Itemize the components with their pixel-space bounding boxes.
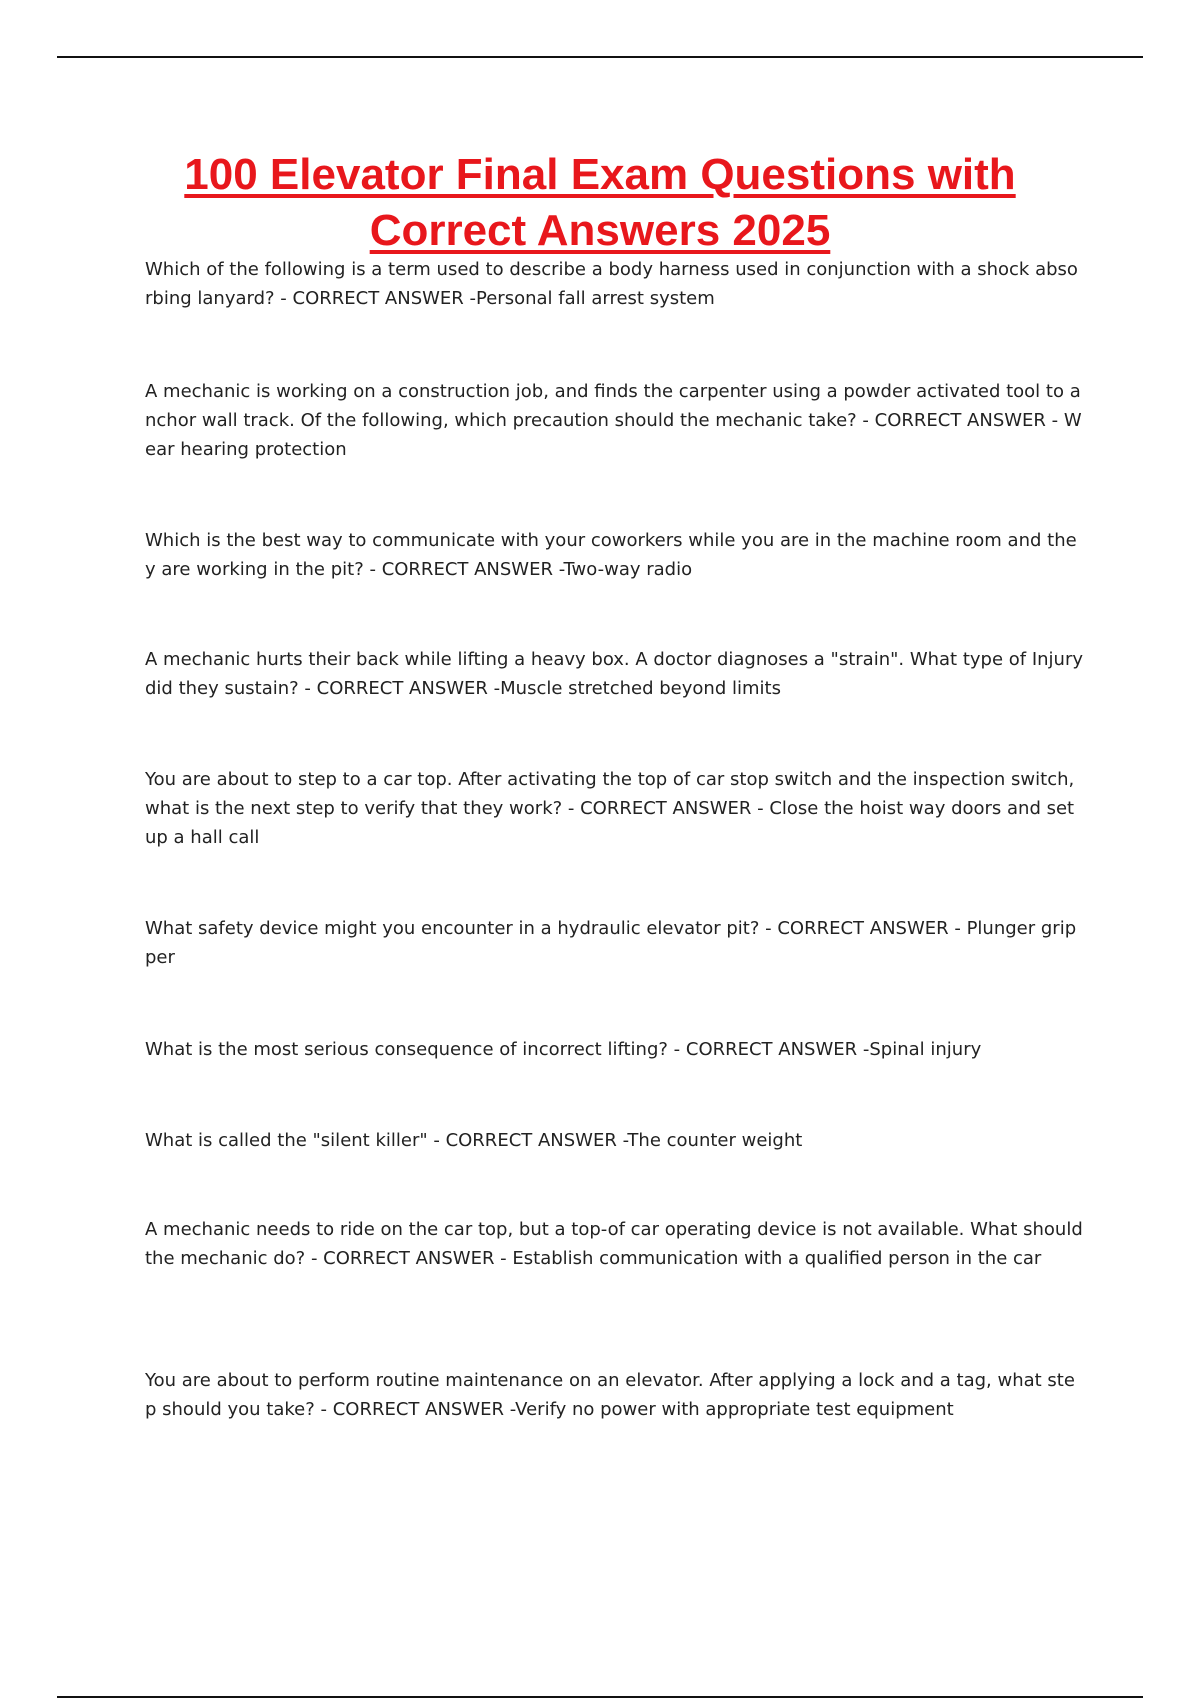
qa-item-3: Which is the best way to communicate with your coworkers while you are in the machine room and they are working in the pit? - CORRECT ANSWER -Two-way radio bbox=[145, 530, 1077, 580]
qa-item-9: A mechanic needs to ride on the car top, but a top-of car operating device is not available. What should the mechanic do? - CORRECT ANSWER - Establish communication with a qualified person in the car bbox=[145, 1219, 1083, 1269]
qa-item-7: What is the most serious consequence of incorrect lifting? - CORRECT ANSWER -Spinal injury bbox=[145, 1039, 982, 1060]
qa-item-4: A mechanic hurts their back while lifting a heavy box. A doctor diagnoses a "strain". What type of Injury did they sustain? - CORRECT ANSWER -Muscle stretched beyond limits bbox=[145, 649, 1084, 699]
qa-item-8: What is called the "silent killer" - CORRECT ANSWER -The counter weight bbox=[145, 1130, 803, 1151]
qa-item-6: What safety device might you encounter in a hydraulic elevator pit? - CORRECT ANSWER - Plunger gripper bbox=[145, 918, 1077, 968]
qa-item-1: Which of the following is a term used to describe a body harness used in conjunction with a shock absorbing lanyard? - CORRECT ANSWER -Personal fall arrest system bbox=[145, 259, 1078, 309]
document-title: 100 Elevator Final Exam Questions with Correct Answers 2025 bbox=[184, 150, 1016, 255]
qa-item-2: A mechanic is working on a construction job, and finds the carpenter using a powder activated tool to anchor wall track. Of the following, which precaution should the mechanic take? - CORRECT ANSWER - Wear hearing protection bbox=[145, 381, 1082, 460]
bottom-rule bbox=[57, 1696, 1143, 1698]
qa-item-5: You are about to step to a car top. After activating the top of car stop switch and the inspection switch, what is the next step to verify that they work? - CORRECT ANSWER - Close the hoist way doors and set up a hall call bbox=[145, 769, 1075, 848]
top-rule bbox=[57, 56, 1143, 58]
qa-item-10: You are about to perform routine maintenance on an elevator. After applying a lock and a tag, what step should you take? - CORRECT ANSWER -Verify no power with appropriate test equipment bbox=[145, 1370, 1075, 1420]
